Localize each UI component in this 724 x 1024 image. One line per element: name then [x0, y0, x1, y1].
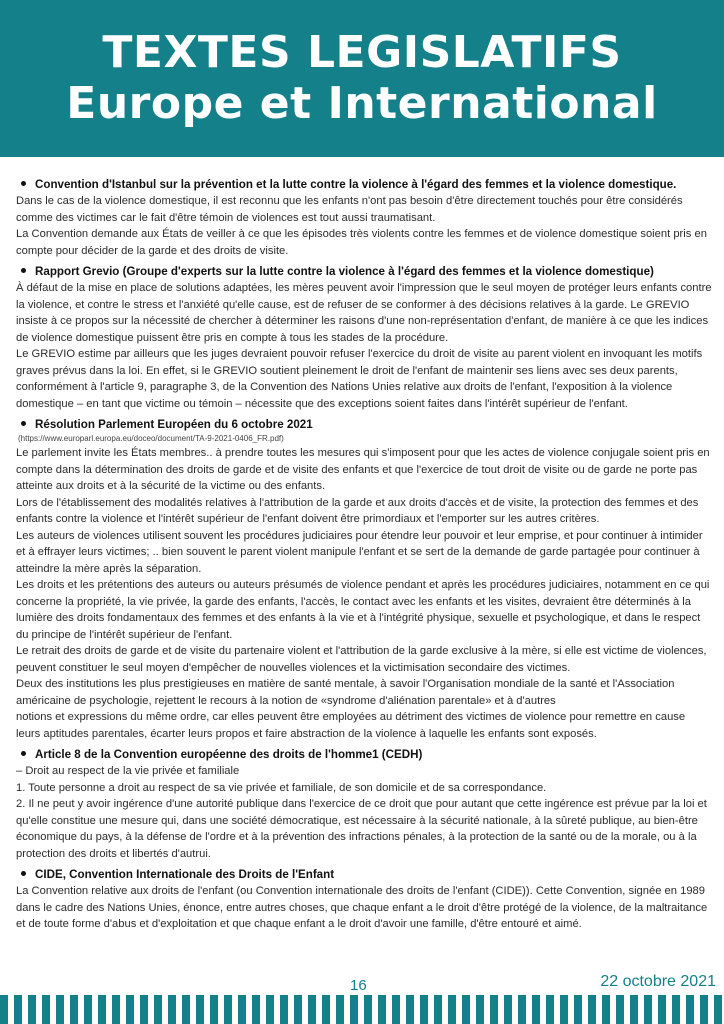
paragraph: – Droit au respect de la vie privée et familiale	[16, 765, 240, 777]
section-title	[16, 746, 712, 763]
paragraph: Le GREVIO estime par ailleurs que les juges devraient pouvoir refuser l'exercice du droit de visite au parent violent en invoquant les motifs graves prévus dans la loi. En effet, si le GREVIO soutient pleinement le droit de l'enfant de maintenir ses liens avec ses deux parents, conformément à l'article 9, paragraphe 3, de la Convention des Nations Unies relative aux droits de l'enfant, l'exposition à la violence domestique – en tant que victime ou témoin – nécessite que des exceptions soient faites dans l'intérêt supérieur de l'enfant.	[16, 348, 703, 410]
footer-date: 22 octobre 2021	[600, 973, 716, 990]
paragraph: 2. Il ne peut y avoir ingérence d'une autorité publique dans l'exercice de ce droit que pour autant que cette ingérence est prévue par la loi et qu'elle constitue une mesure qui, dans une société démocratique, est nécessaire à la sécurité nationale, à la sûreté publique, au bien-être économique du pays, à la défense de l'ordre et à la prévention des infractions pénales, à la protection de la santé ou de la morale, ou à la protection des droits et libertés d'autrui.	[16, 798, 707, 860]
source-url: (https://www.europarl.europa.eu/doceo/document/TA-9-2021-0406_FR.pdf)	[18, 434, 284, 443]
paragraph: Le parlement invite les États membres.. à prendre toutes les mesures qui s'imposent pour que les actes de violence conjugale soient pris en compte dans la détermination des droits de garde et de visite des enfants et que l'exercice de tout droit de visite ou de garde ne porte pas atteinte aux droits et à la sécurité de la victime ou des enfants.	[16, 447, 710, 492]
bullet-icon	[21, 871, 26, 876]
bullet-icon	[21, 181, 26, 186]
paragraph: Lors de l'établissement des modalités relatives à l'attribution de la garde et aux droits d'accès et de visite, la protection des femmes et des enfants contre la violence et l'intérêt supérieur de l'enfant doivent être primordiaux et l'emporter sur les autres critères.	[16, 496, 699, 525]
paragraph: 1. Toute personne a droit au respect de sa vie privée et familiale, de son domicile et de sa correspondance.	[16, 781, 547, 794]
section-istanbul	[16, 176, 712, 259]
section-resolution	[16, 416, 712, 742]
section-title-text: Résolution Parlement Européen du 6 octobre 2021	[35, 418, 313, 431]
section-title-text: Rapport Grevio (Groupe d'experts sur la lutte contre la violence à l'égard des femmes et la violence domestique)	[35, 265, 654, 278]
section-title-text: Convention d'Istanbul sur la prévention et la lutte contre la violence à l'égard des femmes et la violence domestique.	[35, 178, 677, 191]
decorative-dashed-border	[0, 995, 724, 1024]
bullet-icon	[21, 268, 26, 273]
section-cide	[16, 866, 712, 933]
page-header	[0, 0, 724, 157]
title-line-1: TEXTES LEGISLATIFS	[102, 27, 622, 78]
paragraph: À défaut de la mise en place de solutions adaptées, les mères peuvent avoir l'impression que le seul moyen de protéger leurs enfants contre la violence, et contre le stress et l'anxiété qu'elle cause, est de refuser de se conformer à des décisions relatives à la garde. Le GREVIO insiste à ce propos sur la nécessité de chercher à déterminer les raisons d'une non-représentation d'enfant, de manière à ce que les indices de violence domestique puissent être pris en compte à tous les stades de la procédure.	[16, 282, 712, 344]
section-title	[16, 263, 712, 280]
paragraph: Les auteurs de violences utilisent souvent les procédures judiciaires pour étendre leur pouvoir et leur emprise, et pour continuer à intimider et à effrayer leurs victimes; .. bien souvent le parent violent manipule l'enfant et se sert de la demande de garde partagée pour continuer à atteindre la mère après la séparation.	[16, 529, 703, 575]
paragraph: Le retrait des droits de garde et de visite du partenaire violent et l'attribution de la garde exclusive à la mère, si elle est victime de violences, peuvent constituer le seul moyen d'empêcher de nouvelles violences et la victimisation secondaire des victimes.	[16, 645, 707, 674]
paragraph: La Convention demande aux États de veiller à ce que les épisodes très violents contre les femmes et de violence domestique soient pris en compte pour décider de la garde et des droits de visite.	[16, 228, 707, 257]
section-grevio	[16, 263, 712, 412]
document-body	[16, 176, 712, 937]
section-title-text: Article 8 de la Convention européenne des droits de l'homme1 (CEDH)	[35, 748, 423, 761]
section-title-text: CIDE, Convention Internationale des Droits de l'Enfant	[35, 868, 335, 881]
paragraph: notions et expressions du même ordre, car elles peuvent être employées au détriment des victimes de violence pour remettre en cause leurs aptitudes parentales, écarter leurs propos et faire abstraction de la violence à laquelle les enfants sont exposés.	[16, 711, 686, 740]
section-cedh	[16, 746, 712, 862]
section-title	[16, 416, 712, 433]
bullet-icon	[21, 751, 26, 756]
title-line-2: Europe et International	[66, 78, 658, 129]
paragraph: La Convention relative aux droits de l'enfant (ou Convention internationale des droits de l'enfant (CIDE)). Cette Convention, signée en 1989 dans le cadre des Nations Unies, énonce, entre autres choses, que chaque enfant a le droit d'être protégé de la violence, de la maltraitance et de toute forme d'abus et d'exploitation et que chaque enfant a le droit d'avoir une famille, d'être entouré et aimé.	[16, 885, 708, 930]
paragraph: Les droits et les prétentions des auteurs ou auteurs présumés de violence pendant et après les procédures judiciaires, notamment en ce qui concerne la propriété, la vie privée, la garde des enfants, l'accès, le contact avec les enfants et les visites, devraient être déterminés à la lumière des droits fondamentaux des femmes et des enfants à la vie et à l'intégrité physique, sexuelle et psychologique, et dans le respect du principe de l'intérêt supérieur de l'enfant.	[16, 579, 710, 641]
page-number: 16	[350, 977, 367, 994]
bullet-icon	[21, 421, 26, 426]
section-title	[16, 866, 712, 883]
section-title	[16, 176, 712, 193]
paragraph: Dans le cas de la violence domestique, il est reconnu que les enfants n'ont pas besoin d'être directement touchés pour être considérés comme des victimes car le fait d'être témoin de violences est tout aussi traumatisant.	[16, 195, 683, 224]
paragraph: Deux des institutions les plus prestigieuses en matière de santé mentale, à savoir l'Organisation mondiale de la santé et l'Association américaine de psychologie, rejettent le recours à la notion de «syndrome d'aliénation parentale» et à d'autres	[16, 678, 675, 707]
